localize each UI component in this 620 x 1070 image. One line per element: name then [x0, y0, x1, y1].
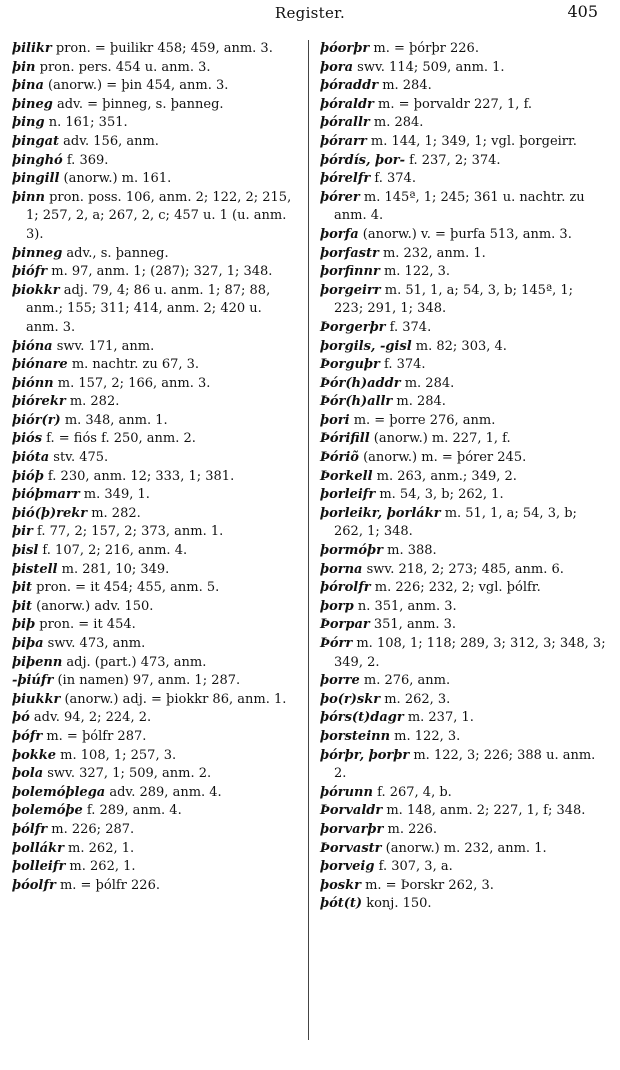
entry-reference: m. 281, 10; 349. [57, 561, 170, 577]
entry-reference: m. = Þorskr 262, 3. [360, 877, 494, 893]
register-entry [320, 561, 606, 580]
register-entry [320, 542, 606, 561]
entry-reference: m. 54, 3, b; 262, 1. [375, 487, 504, 503]
entry-headword: þina [12, 78, 44, 94]
entry-headword: þiós [12, 431, 43, 447]
entry-headword: þiþa [12, 636, 44, 651]
register-entry [12, 505, 298, 524]
entry-headword: þora [320, 59, 354, 75]
entry-headword: þó [12, 710, 30, 726]
entry-headword: þorfastr [320, 245, 379, 261]
register-entry [320, 77, 606, 96]
register-entry [12, 245, 298, 264]
entry-headword: Þorguþr [320, 357, 380, 373]
entry-headword: þiþ [12, 617, 36, 633]
register-entry [12, 635, 298, 654]
left-column [12, 40, 298, 895]
register-entry [320, 579, 606, 598]
entry-reference: adv. = þinneg, s. þanneg. [52, 96, 224, 112]
register-entry [12, 263, 298, 282]
entry-reference: f. 77, 2; 157, 2; 373, anm. 1. [32, 524, 224, 540]
entry-headword: þiófr [12, 264, 48, 280]
entry-headword: þórer [320, 189, 360, 205]
entry-reference: m. 262, 1. [63, 840, 135, 856]
register-entry [320, 449, 606, 468]
entry-headword: Þór(h)allr [320, 394, 393, 410]
register-entry [320, 189, 606, 226]
running-title: Register. [274, 4, 346, 22]
register-entry [12, 170, 298, 189]
entry-headword: þorgeirr [320, 282, 381, 298]
entry-reference: adv. 94, 2; 224, 2. [29, 710, 152, 726]
register-entry [320, 895, 606, 914]
entry-headword: þorna [320, 561, 363, 577]
entry-headword: þóraddr [320, 78, 379, 94]
register-entry [12, 468, 298, 487]
entry-reference: m. 226; 287. [47, 821, 135, 837]
entry-reference: stv. 475. [49, 450, 109, 466]
entry-headword: þólfr [12, 821, 48, 837]
entry-reference: pron. = it 454; 455, anm. 5. [32, 580, 220, 596]
register-entry [12, 784, 298, 803]
entry-reference: m. 122, 3; 226; 388 u. anm. 2. [334, 747, 596, 782]
register-entry [12, 728, 298, 747]
register-entry [12, 393, 298, 412]
entry-reference: swv. 114; 509, anm. 1. [353, 59, 505, 75]
register-entry [320, 616, 606, 635]
entry-reference: m. 284. [400, 375, 455, 391]
register-entry [12, 189, 298, 245]
entry-reference: m. 108, 1; 257, 3. [56, 747, 177, 763]
entry-headword: Þór(h)addr [320, 375, 401, 391]
entry-headword: þorre [320, 673, 360, 689]
register-entry [12, 840, 298, 859]
register-entry [320, 375, 606, 394]
entry-headword: þo(r)skr [320, 691, 381, 707]
entry-headword: þiór(r) [12, 412, 61, 428]
entry-reference: m. 144, 1; 349, 1; vgl. þorgeirr. [366, 133, 577, 149]
entry-headword: þórelfr [320, 171, 371, 187]
register-entry [320, 152, 606, 171]
entry-reference: m. 262, 3. [380, 691, 451, 707]
entry-reference: f. 230, anm. 12; 333, 1; 381. [43, 468, 235, 484]
register-entry [12, 412, 298, 431]
entry-reference: adj. 79, 4; 86 u. anm. 1; 87; 88, anm.; 155; 311; 414, anm. 2; 420 u. anm. 3. [26, 282, 271, 335]
entry-reference: swv. 171, anm. [52, 338, 155, 354]
entry-headword: þin [12, 59, 36, 75]
entry-headword: þióna [12, 338, 53, 354]
entry-headword: Þórr [320, 636, 353, 651]
entry-headword: þing [12, 115, 45, 131]
entry-reference: m. 148, anm. 2; 227, 1, f; 348. [382, 803, 586, 819]
entry-headword: þórallr [320, 115, 370, 131]
entry-headword: þót(t) [320, 896, 363, 912]
entry-reference: m. = þórþr 226. [369, 41, 479, 56]
entry-headword: þiokkr [12, 282, 60, 298]
column-divider [308, 40, 309, 1040]
entry-headword: þori [320, 412, 350, 428]
entry-reference: m. 51, 1, a; 54, 3, b; 262, 1; 348. [334, 505, 577, 540]
entry-reference: adv. 289, anm. 4. [105, 784, 222, 800]
entry-headword: Þórifill [320, 431, 370, 447]
entry-headword: Þorvaldr [320, 803, 383, 819]
entry-reference: 351, anm. 3. [369, 617, 457, 633]
entry-reference: n. 351, anm. 3. [353, 598, 457, 614]
entry-headword: þiukkr [12, 691, 61, 707]
entry-headword: þió(þ)rekr [12, 505, 88, 521]
register-entry [320, 840, 606, 859]
entry-reference: m. 97, anm. 1; (287); 327, 1; 348. [47, 264, 273, 280]
entry-headword: þineg [12, 96, 53, 112]
entry-headword: þokke [12, 747, 57, 763]
entry-headword: þorfa [320, 226, 359, 242]
entry-reference: konj. 150. [362, 896, 432, 912]
entry-reference: m. 348, anm. 1. [60, 412, 168, 428]
entry-reference: (anorw.) v. = þurfa 513, anm. 3. [358, 226, 572, 242]
register-entry [12, 338, 298, 357]
entry-reference: m. 276, anm. [359, 673, 451, 689]
register-entry [320, 393, 606, 412]
entry-reference: m. = þorvaldr 227, 1, f. [373, 96, 533, 112]
register-entry [320, 245, 606, 264]
register-entry [12, 282, 298, 338]
register-entry [320, 709, 606, 728]
entry-headword: þiónn [12, 375, 54, 391]
register-entry [320, 691, 606, 710]
entry-reference: f. 374. [370, 171, 416, 187]
entry-reference: m. 122, 3. [379, 264, 451, 280]
register-entry [12, 598, 298, 617]
entry-reference: m. 388. [382, 543, 437, 559]
register-entry [320, 412, 606, 431]
entry-reference: f. = fiós f. 250, anm. 2. [42, 431, 196, 447]
register-entry [320, 170, 606, 189]
entry-headword: þorvarþr [320, 821, 384, 837]
entry-headword: þir [12, 524, 33, 540]
entry-reference: m. 282. [65, 394, 120, 410]
register-entry [12, 96, 298, 115]
entry-reference: f. 107, 2; 216, anm. 4. [38, 543, 188, 559]
entry-headword: þóraldr [320, 96, 374, 112]
entry-headword: þorleikr, þorlákr [320, 505, 441, 521]
entry-reference: m. 284. [378, 78, 432, 94]
register-entry [12, 486, 298, 505]
entry-headword: þorfinnr [320, 264, 380, 280]
register-entry [320, 877, 606, 896]
entry-reference: adv., s. þanneg. [62, 245, 169, 261]
entry-reference: (in namen) 97, anm. 1; 287. [53, 673, 241, 689]
entry-headword: þolemóþlega [12, 784, 106, 800]
page-header [0, 2, 620, 24]
register-entry [320, 430, 606, 449]
entry-reference: (anorw.) adv. 150. [32, 598, 154, 614]
register-entry [320, 263, 606, 282]
entry-headword: þóorþr [320, 41, 370, 56]
register-entry [12, 152, 298, 171]
entry-headword: þórs(t)dagr [320, 710, 404, 726]
register-entry [320, 59, 606, 78]
entry-headword: Þorgerþr [320, 319, 386, 335]
register-entry [12, 579, 298, 598]
entry-reference: m. 145ª, 1; 245; 361 u. nachtr. zu anm. 4. [334, 189, 585, 224]
register-entry [320, 821, 606, 840]
entry-reference: m. 232, anm. 1. [378, 245, 486, 261]
entry-headword: Þorvastr [320, 840, 382, 856]
entry-headword: þolleifr [12, 859, 66, 875]
entry-headword: þorsteinn [320, 728, 391, 744]
entry-headword: þit [12, 580, 33, 596]
entry-reference: m. 226; 232, 2; vgl. þólfr. [370, 580, 541, 596]
register-entry [12, 821, 298, 840]
entry-headword: þinneg [12, 245, 63, 261]
register-entry [12, 133, 298, 152]
entry-reference: m. 262, 1. [65, 859, 136, 875]
entry-reference: f. 237, 2; 374. [405, 152, 501, 168]
register-entry [12, 40, 298, 59]
entry-reference: (anorw.) = þin 454, anm. 3. [43, 78, 229, 94]
entry-headword: þolemóþe [12, 803, 83, 819]
entry-headword: Þorkell [320, 468, 373, 484]
register-entry [12, 877, 298, 896]
register-entry [12, 691, 298, 710]
entry-reference: m. 284. [369, 115, 424, 131]
register-entry [12, 77, 298, 96]
entry-headword: þorp [320, 598, 354, 614]
entry-reference: m. nachtr. zu 67, 3. [67, 357, 200, 373]
entry-headword: þorleifr [320, 487, 376, 503]
entry-headword: þiónare [12, 357, 68, 373]
entry-headword: þoskr [320, 877, 361, 893]
register-entry [320, 114, 606, 133]
entry-reference: (anorw.) adj. = þiokkr 86, anm. 1. [60, 691, 287, 707]
register-entry [320, 598, 606, 617]
entry-reference: pron. = þuilikr 458; 459, anm. 3. [51, 41, 273, 56]
entry-reference: m. 263, anm.; 349, 2. [372, 468, 517, 484]
register-entry [12, 747, 298, 766]
register-entry [320, 635, 606, 672]
register-entry [320, 728, 606, 747]
register-entry [12, 709, 298, 728]
register-entry [12, 802, 298, 821]
entry-reference: f. 267, 4, b. [372, 784, 452, 800]
register-entry [320, 356, 606, 375]
entry-reference: m. 284. [392, 394, 446, 410]
register-entry [320, 747, 606, 784]
register-entry [320, 505, 606, 542]
register-entry [320, 784, 606, 803]
register-entry [12, 375, 298, 394]
entry-headword: þórolfr [320, 580, 371, 596]
entry-reference: n. 161; 351. [44, 115, 128, 131]
entry-headword: þorgils, -gisl [320, 338, 412, 354]
entry-reference: adj. (part.) 473, anm. [62, 654, 207, 670]
entry-headword: þingat [12, 133, 59, 149]
entry-headword: þinn [12, 189, 45, 205]
register-entry [320, 282, 606, 319]
entry-headword: þisl [12, 543, 39, 559]
entry-reference: m. 237, 1. [403, 710, 474, 726]
entry-reference: f. 374. [379, 357, 426, 373]
entry-headword: þióþmarr [12, 487, 80, 503]
entry-reference: f. 374. [385, 319, 432, 335]
register-entry [320, 486, 606, 505]
entry-headword: þórdís, þor- [320, 152, 406, 168]
register-entry [320, 319, 606, 338]
entry-reference: f. 369. [62, 152, 109, 168]
register-entry [12, 59, 298, 78]
register-entry [12, 449, 298, 468]
entry-reference: f. 289, anm. 4. [82, 803, 182, 819]
register-entry [12, 765, 298, 784]
entry-reference: (anorw.) m. = þórer 245. [358, 450, 527, 466]
entry-reference: (anorw.) m. 227, 1, f. [369, 431, 511, 447]
entry-headword: þilikr [12, 41, 52, 56]
entry-reference: (anorw.) m. 232, anm. 1. [381, 840, 547, 856]
register-entry [12, 356, 298, 375]
entry-reference: m. 226. [383, 821, 438, 837]
entry-headword: Þóriõ [320, 450, 359, 466]
entry-headword: þormóþr [320, 543, 383, 559]
entry-reference: m. = þólfr 226. [55, 877, 160, 893]
register-entry [12, 523, 298, 542]
entry-reference: m. 51, 1, a; 54, 3, b; 145ª, 1; 223; 291, 1; 348. [334, 282, 574, 317]
entry-reference: m. 82; 303, 4. [411, 338, 507, 354]
entry-headword: þióta [12, 450, 50, 466]
entry-reference: f. 307, 3, a. [374, 859, 453, 875]
register-entry [320, 858, 606, 877]
register-entry [320, 468, 606, 487]
entry-headword: -þiúfr [12, 673, 54, 689]
register-entry [12, 430, 298, 449]
right-column [320, 40, 606, 914]
register-entry [320, 802, 606, 821]
entry-reference: pron. poss. 106, anm. 2; 122, 2; 215, 1; 257, 2, a; 267, 2, c; 457 u. 1 (u. anm. 3). [26, 189, 292, 242]
entry-headword: þola [12, 766, 44, 782]
entry-headword: þit [12, 598, 33, 614]
page-number: 405 [567, 2, 598, 21]
register-entry [320, 133, 606, 152]
entry-reference: m. 157, 2; 166, anm. 3. [53, 375, 211, 391]
entry-headword: þorveig [320, 859, 375, 875]
entry-reference: m. = þorre 276, anm. [349, 412, 496, 428]
register-entry [12, 654, 298, 673]
entry-headword: þófr [12, 728, 43, 744]
register-entry [12, 616, 298, 635]
entry-headword: þióþ [12, 468, 44, 484]
register-entry [12, 858, 298, 877]
entry-reference: adv. 156, anm. [59, 133, 159, 149]
entry-reference: swv. 473, anm. [43, 636, 146, 651]
entry-headword: þóolfr [12, 877, 56, 893]
entry-reference: pron. pers. 454 u. anm. 3. [35, 59, 211, 75]
register-entry [320, 96, 606, 115]
entry-headword: þiþenn [12, 654, 63, 670]
register-entry [12, 114, 298, 133]
register-entry [12, 542, 298, 561]
entry-headword: þingill [12, 171, 60, 187]
entry-reference: (anorw.) m. 161. [59, 171, 172, 187]
entry-headword: þórarr [320, 133, 367, 149]
entry-reference: m. = þólfr 287. [42, 728, 147, 744]
register-entry [320, 338, 606, 357]
entry-reference: swv. 327, 1; 509, anm. 2. [43, 766, 212, 782]
register-entry [320, 40, 606, 59]
register-entry [12, 561, 298, 580]
entry-headword: þinghó [12, 152, 63, 168]
register-entry [320, 226, 606, 245]
entry-reference: m. 108, 1; 118; 289, 3; 312, 3; 348, 3; 349, 2. [334, 636, 606, 670]
entry-headword: þórunn [320, 784, 373, 800]
entry-reference: m. 122, 3. [390, 728, 461, 744]
entry-reference: swv. 218, 2; 273; 485, anm. 6. [362, 561, 564, 577]
entry-headword: þistell [12, 561, 58, 577]
entry-headword: þollákr [12, 840, 64, 856]
entry-headword: þórþr, þorþr [320, 747, 410, 763]
entry-reference: m. 282. [87, 505, 141, 521]
register-entry [320, 672, 606, 691]
entry-headword: Þorpar [320, 617, 370, 633]
entry-headword: þiórekr [12, 394, 66, 410]
register-entry [12, 672, 298, 691]
entry-reference: m. 349, 1. [79, 487, 150, 503]
entry-reference: pron. = it 454. [35, 617, 136, 633]
